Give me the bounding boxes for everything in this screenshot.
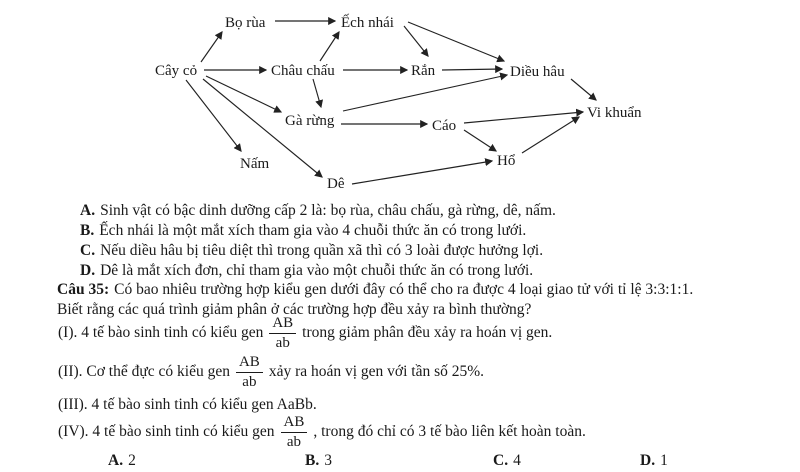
edge-cay-co-to-bo-rua (201, 32, 222, 62)
answer-c-label: C. (493, 452, 509, 469)
q35-stem-text2: Biết rằng các quá trình giảm phân ở các trường hợp đều xảy ra bình thường? (57, 301, 532, 318)
answer-d (640, 452, 668, 470)
answer-d-label: D. (640, 452, 656, 469)
node-de: Dê (327, 176, 345, 192)
fraction-denominator: ab (242, 373, 257, 390)
option-a-text: Sinh vật có bậc dinh dưỡng cấp 2 là: bọ rùa, châu chấu, gà rừng, dê, nấm. (100, 202, 556, 219)
edge-dieu-hau-to-vi-khuan (571, 79, 596, 100)
answer-c-value: 4 (513, 452, 521, 469)
food-web-nodes (155, 14, 642, 192)
q35-item-4 (58, 414, 586, 450)
option-d-text: Dê là mắt xích đơn, chỉ tham gia vào một chuỗi thức ăn có trong lưới. (100, 262, 534, 279)
q35-stem-text1: Có bao nhiêu trường hợp kiểu gen dưới đây có thể cho ra được 4 loại giao tử với tỉ lệ 3:3:1:1. (114, 281, 694, 298)
option-c-label: C. (80, 242, 96, 259)
answer-b-label: B. (305, 452, 320, 469)
q35-item-1 (58, 315, 552, 351)
option-c-text: Nếu diều hâu bị tiêu diệt thì trong quần xã thì có 3 loài được hưởng lợi. (100, 242, 544, 259)
node-dieu-hau: Diều hâu (510, 64, 565, 80)
q35-item-4-post: , trong đó chỉ có 3 tế bào liên kết hoàn toàn. (313, 423, 586, 440)
option-line-b (80, 221, 526, 241)
node-chau-chau: Châu chấu (271, 63, 335, 79)
edge-cao-to-vi-khuan (464, 112, 583, 123)
fraction-numerator: AB (236, 354, 263, 373)
edge-ga-rung-to-dieu-hau (343, 75, 507, 111)
edge-cay-co-to-nam (186, 80, 241, 151)
edge-chau-chau-to-ech-nhai (320, 32, 339, 61)
fraction-denominator: ab (286, 433, 302, 450)
node-cay-co: Cây cỏ (155, 63, 198, 79)
node-vi-khuan: Vi khuẩn (587, 105, 642, 121)
node-ga-rung: Gà rừng (285, 113, 335, 129)
fraction-denominator: ab (275, 334, 290, 351)
edge-ran-to-dieu-hau (442, 69, 502, 70)
q35-item-3 (58, 395, 317, 415)
genotype-fraction (236, 354, 263, 391)
node-ho: Hổ (497, 153, 516, 169)
option-line-a (80, 201, 556, 221)
option-b-label: B. (80, 222, 95, 239)
answer-b (305, 452, 332, 470)
node-ech-nhai: Ếch nhái (341, 15, 394, 31)
q35-stem-line1 (57, 280, 693, 300)
q35-item-1-post: trong giảm phân đều xảy ra hoán vị gen. (302, 324, 553, 341)
q35-item-2-post: xảy ra hoán vị gen với tần số 25%. (268, 363, 485, 380)
option-a-label: A. (80, 202, 96, 219)
edge-cao-to-ho (464, 130, 496, 151)
genotype-fraction (281, 414, 308, 451)
node-cao: Cáo (432, 118, 457, 134)
answer-c (493, 452, 521, 470)
edge-ech-nhai-to-ran (404, 26, 428, 56)
q35-item-1-pre: (I). 4 tế bào sinh tinh có kiểu gen (58, 324, 264, 341)
option-line-d (80, 261, 533, 281)
genotype-fraction (269, 315, 296, 352)
option-line-c (80, 241, 543, 261)
edge-ech-nhai-to-dieu-hau (408, 22, 504, 61)
fraction-numerator: AB (281, 414, 308, 433)
edge-cay-co-to-ga-rung (206, 76, 281, 112)
edge-chau-chau-to-ga-rung (313, 79, 321, 107)
q35-item-2-pre: (II). Cơ thể đực có kiểu gen (58, 363, 230, 380)
answer-d-value: 1 (660, 452, 668, 469)
node-bo-rua: Bọ rùa (225, 15, 266, 31)
node-nam: Nấm (240, 156, 270, 172)
q35-item-4-pre: (IV). 4 tế bào sinh tinh có kiểu gen (58, 423, 275, 440)
option-d-label: D. (80, 262, 96, 279)
option-b-text: Ếch nhái là một mắt xích tham gia vào 4 chuỗi thức ăn có trong lưới. (99, 222, 527, 239)
fraction-numerator: AB (269, 315, 296, 334)
answer-a (108, 452, 136, 470)
edge-ho-to-vi-khuan (522, 117, 579, 153)
node-ran: Rắn (411, 63, 436, 79)
answer-b-value: 3 (324, 452, 332, 469)
answer-a-value: 2 (128, 452, 136, 469)
q35-heading: Câu 35: (57, 281, 110, 298)
answer-a-label: A. (108, 452, 124, 469)
food-web-svg (0, 0, 800, 200)
edge-de-to-ho (352, 161, 492, 184)
q35-item-2 (58, 354, 484, 390)
q35-item-3-text: (III). 4 tế bào sinh tinh có kiểu gen AaBb. (58, 396, 317, 413)
